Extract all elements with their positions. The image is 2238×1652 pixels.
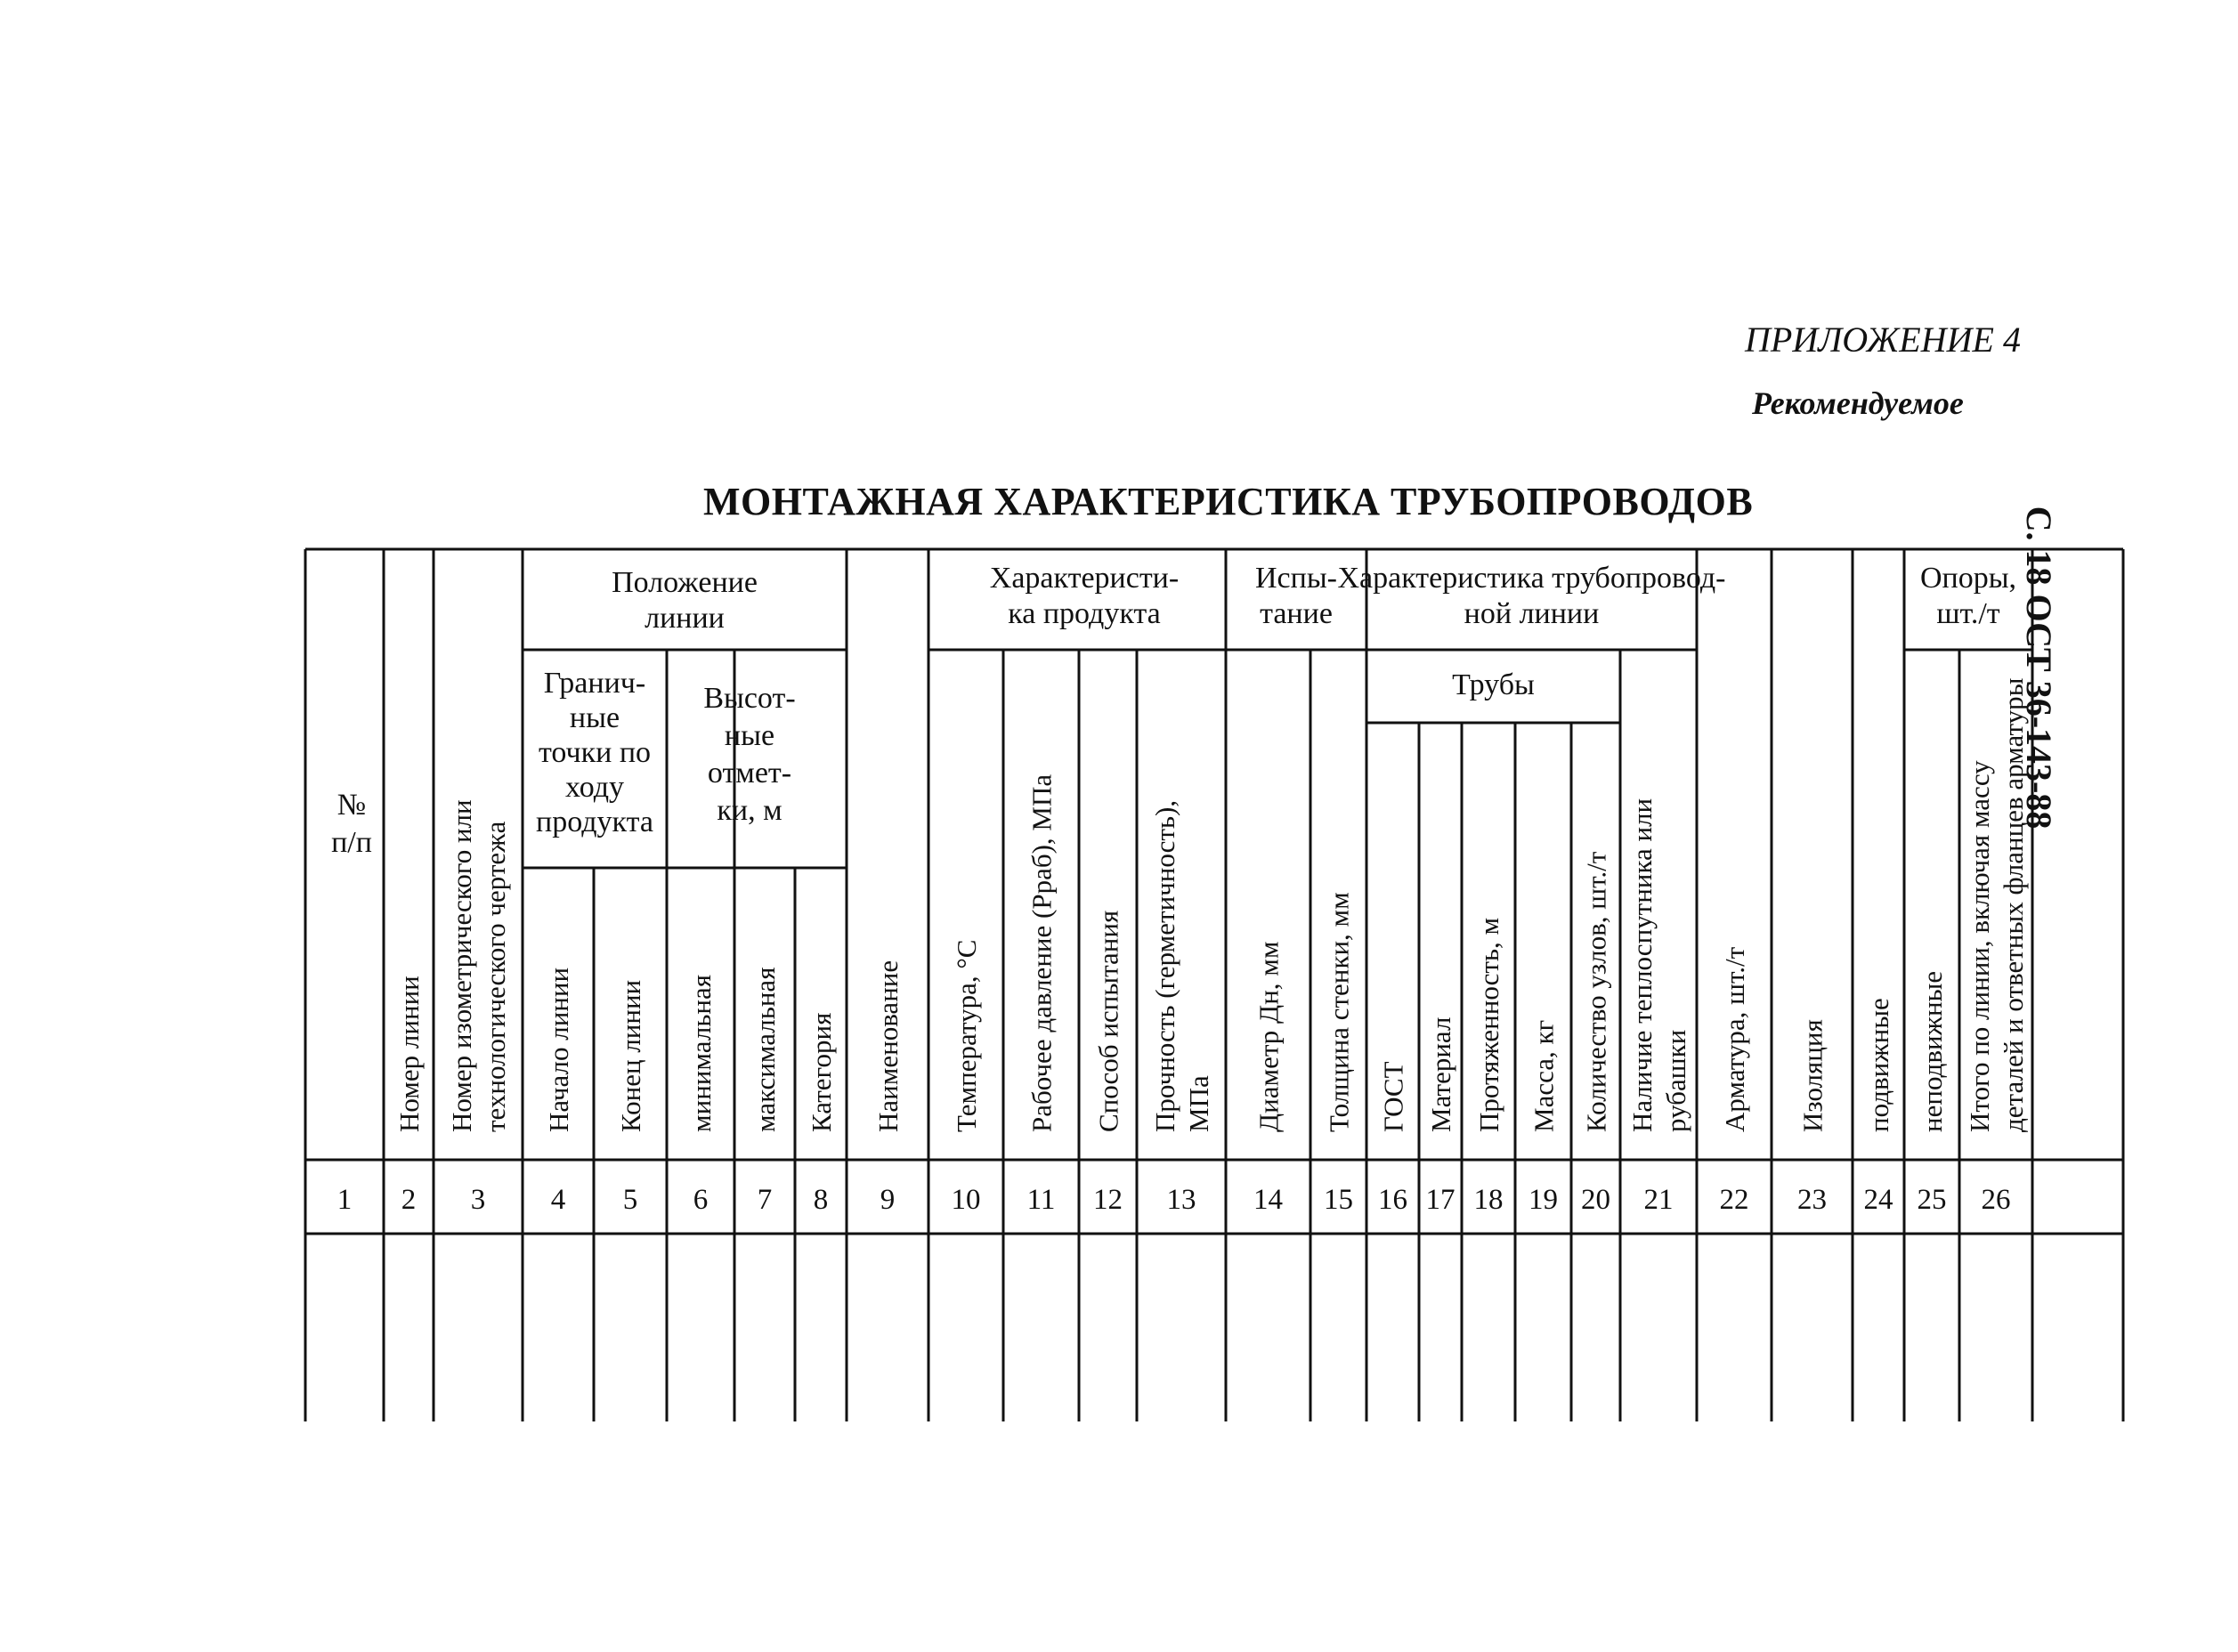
col-header-22-line: Арматура, шт./т <box>1719 946 1750 1132</box>
column-number-26: 26 <box>1981 1184 2011 1216</box>
column-number-19: 19 <box>1528 1184 1558 1216</box>
group-header-pipeline-line: ной линии <box>1464 597 1600 630</box>
column-number-18: 18 <box>1473 1184 1504 1216</box>
col-header-19-line: Масса, кг <box>1528 1019 1560 1132</box>
column-number-6: 6 <box>693 1184 709 1216</box>
group-header-product-line: ка продукта <box>1008 597 1161 630</box>
col-header-13 <box>1149 800 1214 1132</box>
group-header-pipeline-line: Характеристика трубопровод- <box>1337 562 1726 595</box>
group-header-elevations-line: Высот- <box>703 682 796 715</box>
column-number-21: 21 <box>1643 1184 1674 1216</box>
column-number-25: 25 <box>1917 1184 1947 1216</box>
col-header-22 <box>1719 946 1750 1132</box>
group-header-product <box>990 562 1179 630</box>
group-header-line_position-line: Положение <box>612 566 758 599</box>
col-header-12-line: Способ испытания <box>1092 910 1124 1132</box>
col-header-5 <box>615 980 646 1132</box>
column-number-5: 5 <box>622 1184 638 1216</box>
col-header-4 <box>543 968 574 1132</box>
group-header-line_position <box>612 566 758 635</box>
column-number-1: 1 <box>337 1184 353 1216</box>
group-header-elevations-line: отмет- <box>707 757 792 790</box>
group-header-test-line: тание <box>1260 597 1333 630</box>
group-header-elevations-line: ки, м <box>717 794 782 827</box>
col-header-9 <box>872 960 904 1132</box>
column-number-3: 3 <box>470 1184 486 1216</box>
group-header-boundary_points-line: ходу <box>564 771 625 804</box>
col-header-5-line: Конец линии <box>615 979 646 1132</box>
col-header-21-line: Наличие теплоспутника или <box>1626 798 1658 1132</box>
col-header-6-line: минимальная <box>685 974 717 1132</box>
column-number-22: 22 <box>1719 1184 1749 1216</box>
group-header-boundary_points-line: точки по <box>538 736 652 769</box>
col-header-1-line: п/п <box>331 826 372 859</box>
page-reference: С. 18 ОСТ 36-143-88 <box>2019 506 2059 830</box>
column-number-11: 11 <box>1026 1184 1056 1216</box>
col-header-2 <box>393 976 425 1132</box>
group-header-supports-line: шт./т <box>1936 597 2000 630</box>
column-number-20: 20 <box>1581 1184 1610 1216</box>
col-header-3-line: технологического чертежа <box>480 821 511 1132</box>
col-header-13-line: Прочность (герметичность), <box>1149 799 1180 1132</box>
col-header-16 <box>1378 1061 1409 1132</box>
col-header-23 <box>1797 1019 1829 1132</box>
col-header-24-line: подвижные <box>1863 998 1894 1132</box>
column-number-15: 15 <box>1324 1184 1353 1216</box>
group-header-boundary_points-line: ные <box>569 701 620 734</box>
column-number-4: 4 <box>550 1184 566 1216</box>
col-header-23-line: Изоляция <box>1796 1019 1829 1132</box>
appendix-label: ПРИЛОЖЕНИЕ 4 <box>1745 320 2021 360</box>
col-header-10 <box>951 940 982 1132</box>
col-header-13-line: МПа <box>1183 1075 1214 1132</box>
column-number-10: 10 <box>951 1184 981 1216</box>
column-number-13: 13 <box>1166 1184 1196 1216</box>
group-header-elevations <box>703 682 795 827</box>
col-header-8-line: Категория <box>806 1012 837 1132</box>
group-header-supports-line: Опоры, <box>1919 562 2017 595</box>
group-header-test <box>1255 562 1337 630</box>
col-header-11-line: Рабочее давление (Pраб), МПа <box>1026 773 1058 1132</box>
column-number-8: 8 <box>813 1184 829 1216</box>
group-header-pipes: Трубы <box>1452 668 1535 701</box>
group-header-boundary_points-line: Гранич- <box>543 667 646 700</box>
group-header-pipeline <box>1337 562 1725 630</box>
col-header-26 <box>1964 677 2029 1132</box>
col-header-21-line: рубашки <box>1660 1029 1691 1132</box>
col-header-16-line: ГОСТ <box>1377 1061 1409 1132</box>
column-number-2: 2 <box>401 1184 417 1216</box>
column-number-14: 14 <box>1253 1184 1283 1216</box>
document-title: МОНТАЖНАЯ ХАРАКТЕРИСТИКА ТРУБОПРОВОДОВ <box>703 480 1754 523</box>
col-header-1 <box>331 789 372 859</box>
col-header-19 <box>1528 1020 1560 1132</box>
column-number-7: 7 <box>757 1184 773 1216</box>
column-number-12: 12 <box>1093 1184 1123 1216</box>
col-header-26-line: Итого по линии, включая массу <box>1964 760 1995 1132</box>
col-header-4-line: Начало линии <box>543 967 574 1132</box>
col-header-20 <box>1581 851 1612 1132</box>
col-header-24 <box>1863 998 1894 1132</box>
col-header-21 <box>1626 798 1691 1132</box>
column-number-17: 17 <box>1425 1184 1456 1216</box>
column-number-24: 24 <box>1863 1184 1893 1216</box>
col-header-12 <box>1093 911 1124 1132</box>
group-header-product-line: Характеристи- <box>989 562 1180 595</box>
col-header-7 <box>750 968 781 1132</box>
col-header-15-line: Толщина стенки, мм <box>1323 892 1355 1132</box>
col-header-14 <box>1253 941 1285 1132</box>
col-header-26-line: деталей и ответных фланцев арматуры <box>1998 677 2029 1132</box>
col-header-3-line: Номер изометрического или <box>446 799 477 1132</box>
col-header-1-line: № <box>337 789 367 822</box>
column-number-9: 9 <box>880 1184 896 1216</box>
group-header-boundary_points-line: продукта <box>536 806 653 838</box>
col-header-10-line: Температура, °С <box>951 939 982 1132</box>
col-header-17 <box>1425 1017 1456 1132</box>
group-header-line_position-line: линии <box>645 602 725 635</box>
col-header-15 <box>1324 892 1355 1132</box>
col-header-18-line: Протяженность, м <box>1473 917 1504 1132</box>
col-header-7-line: максимальная <box>750 967 781 1132</box>
group-header-boundary_points <box>536 667 653 838</box>
col-header-25-line: неподвижные <box>1917 970 1948 1132</box>
col-header-3 <box>446 799 511 1132</box>
col-header-17-line: Материал <box>1425 1016 1456 1132</box>
group-header-elevations-line: ные <box>724 719 775 752</box>
col-header-11 <box>1026 774 1058 1132</box>
group-header-test-line: Испы- <box>1254 562 1338 595</box>
col-header-18 <box>1473 918 1504 1132</box>
column-number-23: 23 <box>1797 1184 1827 1216</box>
group-header-supports <box>1920 562 2016 630</box>
col-header-14-line: Диаметр Дн, мм <box>1253 941 1285 1132</box>
col-header-8 <box>806 1013 837 1132</box>
appendix-status: Рекомендуемое <box>1752 385 1964 421</box>
column-number-16: 16 <box>1378 1184 1407 1216</box>
col-header-6 <box>685 975 717 1132</box>
col-header-2-line: Номер линии <box>393 976 425 1132</box>
col-header-9-line: Наименование <box>872 960 904 1132</box>
col-header-25 <box>1917 971 1948 1132</box>
col-header-20-line: Количество узлов, шт./т <box>1580 851 1612 1132</box>
